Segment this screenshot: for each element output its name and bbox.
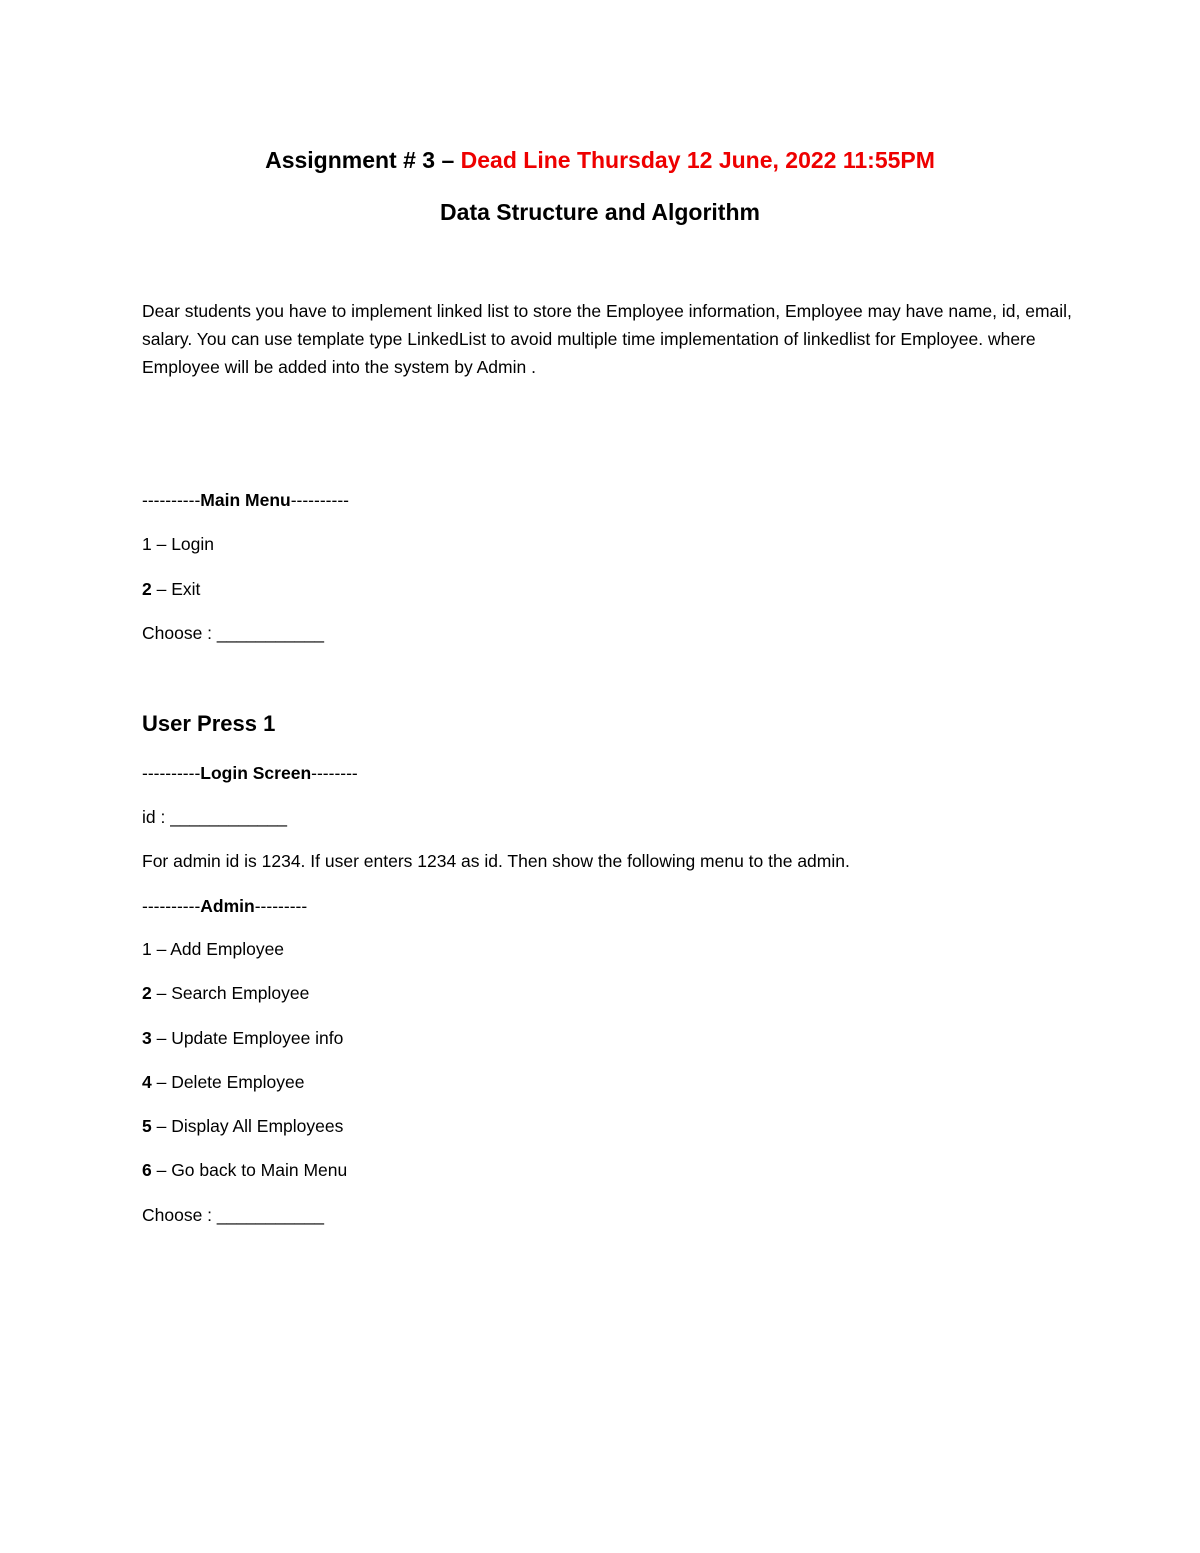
main-menu-item-exit — [142, 577, 200, 601]
main-menu-divider-left: ---------- — [142, 490, 201, 510]
admin-divider-right: --------- — [254, 896, 308, 916]
main-menu-choose-prompt: Choose : ___________ — [142, 623, 324, 643]
login-screen-title: Login Screen — [200, 763, 312, 783]
menu-item-number: 1 — [142, 534, 152, 554]
admin-menu-item-delete — [142, 1070, 304, 1094]
menu-item-number: 6 — [142, 1160, 152, 1180]
admin-id-note: For admin id is 1234. If user enters 1234 as id. Then show the following menu to the admin. — [142, 851, 850, 871]
menu-item-label: – Update Employee info — [151, 1028, 344, 1048]
main-menu-title: Main Menu — [200, 490, 291, 510]
menu-item-number: 2 — [142, 579, 152, 599]
login-id-prompt: id : ____________ — [142, 807, 287, 827]
admin-menu-item-display — [142, 1114, 343, 1138]
menu-item-label: – Delete Employee — [151, 1072, 305, 1092]
assignment-title — [0, 140, 1200, 180]
main-menu-item-login — [142, 532, 214, 556]
menu-item-number: 4 — [142, 1072, 152, 1092]
menu-item-label: – Go back to Main Menu — [151, 1160, 348, 1180]
menu-item-label: – Display All Employees — [151, 1116, 344, 1136]
title-prefix: Assignment # 3 – — [265, 147, 461, 173]
admin-menu-item-add — [142, 937, 284, 961]
menu-item-number: 3 — [142, 1028, 152, 1048]
admin-menu-item-back — [142, 1158, 347, 1182]
menu-item-label: – Search Employee — [151, 983, 310, 1003]
menu-item-label: – Login — [151, 534, 215, 554]
admin-menu-title: Admin — [200, 896, 255, 916]
login-screen-header — [142, 761, 358, 785]
course-title: Data Structure and Algorithm — [440, 199, 760, 225]
main-menu-header — [142, 488, 349, 512]
admin-menu-choose-prompt: Choose : ___________ — [142, 1205, 324, 1225]
login-divider-right: -------- — [311, 763, 358, 783]
menu-item-label: – Exit — [151, 579, 201, 599]
menu-item-number: 2 — [142, 983, 152, 1003]
user-press-heading: User Press 1 — [142, 711, 276, 736]
admin-menu-header — [142, 894, 307, 918]
intro-paragraph: Dear students you have to implement linked list to store the Employee information, Employee may have name, id, email, salary. You can use template type LinkedList to avoid multiple time implementation of linkedlist for Employee. where Employee will be added into the system by Admin . — [142, 301, 1072, 377]
menu-item-label: – Add Employee — [151, 939, 285, 959]
main-menu-divider-right: ---------- — [290, 490, 349, 510]
login-divider-left: ---------- — [142, 763, 201, 783]
menu-item-number: 5 — [142, 1116, 152, 1136]
menu-item-number: 1 — [142, 939, 152, 959]
admin-divider-left: ---------- — [142, 896, 201, 916]
admin-menu-item-update — [142, 1026, 343, 1050]
admin-menu-item-search — [142, 981, 309, 1005]
deadline-text: Dead Line Thursday 12 June, 2022 11:55PM — [460, 147, 935, 173]
